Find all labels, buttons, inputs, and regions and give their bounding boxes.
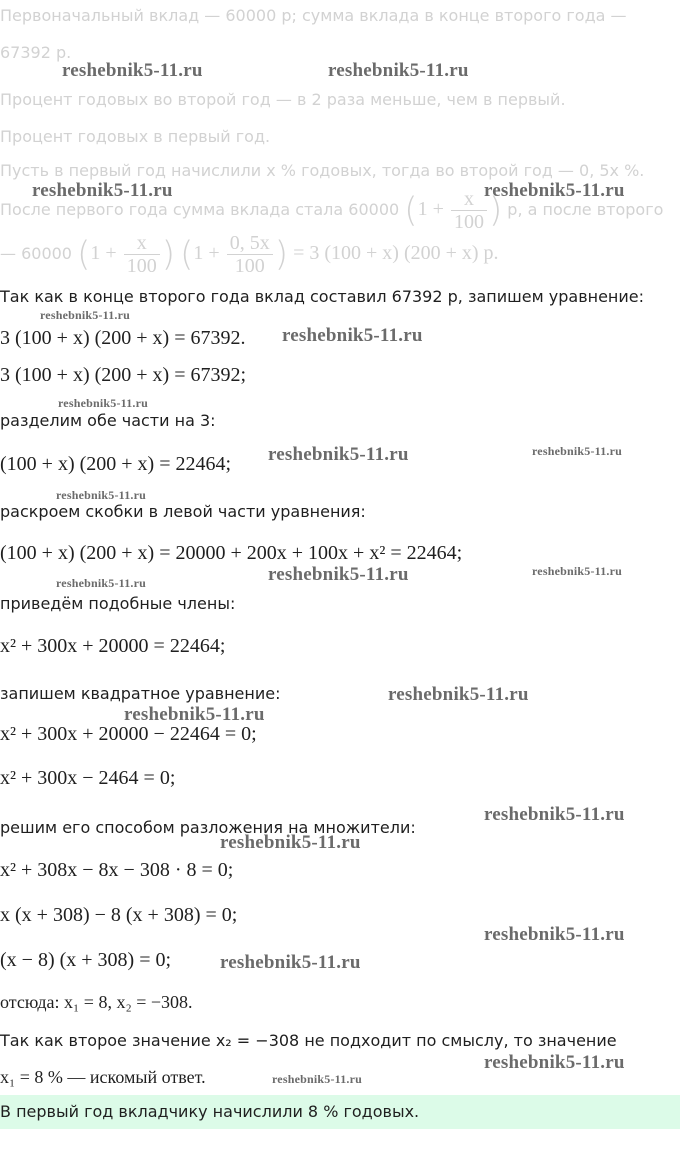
given-line-7: — 60000 (1 + $\frac{x}{100}$ ) (1 + $\frac{0, 5x}{100}$ ) = 3 (100 + x) (200 + x) р.	[0, 232, 499, 277]
step-text-5: запишем квадратное уравнение:	[0, 684, 281, 703]
equation-6: x² + 300x + 20000 − 22464 = 0;	[0, 723, 257, 745]
equation-1: 3 (100 + x) (200 + x) = 67392.	[0, 327, 246, 349]
given-line-6-one: 1 +	[417, 198, 444, 220]
watermark: reshebnik5-11.ru	[272, 1072, 362, 1086]
watermark: reshebnik5-11.ru	[32, 180, 173, 201]
watermark: reshebnik5-11.ru	[484, 924, 625, 945]
watermark: reshebnik5-11.ru	[328, 60, 469, 81]
equation-7: x² + 300x − 2464 = 0;	[0, 767, 176, 789]
watermark: reshebnik5-11.ru	[268, 444, 409, 465]
given-line-1: Первоначальный вклад — 60000 р; сумма вклада в конце второго года —	[0, 6, 627, 25]
watermark: reshebnik5-11.ru	[56, 488, 146, 502]
watermark: reshebnik5-11.ru	[124, 704, 265, 725]
watermark: reshebnik5-11.ru	[62, 60, 203, 81]
answer-text: В первый год вкладчику начислили 8 % годовых.	[0, 1102, 420, 1121]
watermark: reshebnik5-11.ru	[532, 564, 622, 578]
watermark: reshebnik5-11.ru	[484, 180, 625, 201]
given-line-4: Процент годовых в первый год.	[0, 127, 271, 146]
watermark: reshebnik5-11.ru	[388, 684, 529, 705]
watermark: reshebnik5-11.ru	[484, 804, 625, 825]
given-line-7-fraction-a: $\frac{x}{100}$	[124, 232, 160, 277]
watermark: reshebnik5-11.ru	[268, 564, 409, 585]
step-text-8: Так как второе значение x₂ = −308 не подходит по смыслу, то значение	[0, 1031, 617, 1050]
given-line-6: После первого года сумма вклада стала 60000 (1 + $\frac{x}{100}$ ) р, а после второго	[0, 188, 664, 233]
equation-4: (100 + x) (200 + x) = 20000 + 200x + 100x + x² = 22464;	[0, 542, 463, 564]
given-line-7-fraction-b: $\frac{0, 5x}{100}$	[227, 232, 273, 277]
equation-2: 3 (100 + x) (200 + x) = 67392;	[0, 364, 247, 386]
watermark: reshebnik5-11.ru	[220, 832, 361, 853]
step-text-4: приведём подобные члены:	[0, 594, 236, 613]
watermark: reshebnik5-11.ru	[282, 325, 423, 346]
equation-3: (100 + x) (200 + x) = 22464;	[0, 453, 232, 475]
equation-10: (x − 8) (x + 308) = 0;	[0, 949, 172, 971]
step-text-2: разделим обе части на 3:	[0, 411, 216, 430]
given-line-7-pre: — 60000	[0, 244, 72, 263]
step-text-1: Так как в конце второго года вклад составил 67392 р, запишем уравнение:	[0, 287, 645, 306]
given-line-7-post: = 3 (100 + x) (200 + x) р.	[293, 242, 499, 264]
given-line-6-pre: После первого года сумма вклада стала 60000	[0, 200, 400, 219]
watermark: reshebnik5-11.ru	[58, 396, 148, 410]
answer-box	[0, 1095, 680, 1129]
given-line-3: Процент годовых во второй год — в 2 раза меньше, чем в первый.	[0, 90, 566, 109]
watermark: reshebnik5-11.ru	[532, 444, 622, 458]
given-line-6-fraction: $\frac{x}{100}$	[451, 188, 487, 233]
equation-9: x (x + 308) − 8 (x + 308) = 0;	[0, 904, 238, 926]
given-line-2: 67392 р.	[0, 43, 72, 62]
equation-8: x² + 308x − 8x − 308 · 8 = 0;	[0, 859, 234, 881]
watermark: reshebnik5-11.ru	[40, 308, 130, 322]
watermark: reshebnik5-11.ru	[220, 952, 361, 973]
step-text-3: раскроем скобки в левой части уравнения:	[0, 502, 366, 521]
watermark: reshebnik5-11.ru	[56, 576, 146, 590]
step-text-7: отсюда: x₁ = 8, x₂ = −308.	[0, 992, 193, 1012]
step-text-9: x₁ = 8 % — искомый ответ.	[0, 1067, 206, 1087]
given-line-6-post: р, а после второго	[507, 200, 664, 219]
watermark: reshebnik5-11.ru	[484, 1052, 625, 1073]
equation-5: x² + 300x + 20000 = 22464;	[0, 635, 226, 657]
step-text-6: решим его способом разложения на множители:	[0, 818, 416, 837]
given-line-5: Пусть в первый год начислили x % годовых, тогда во второй год — 0, 5x %.	[0, 161, 645, 180]
